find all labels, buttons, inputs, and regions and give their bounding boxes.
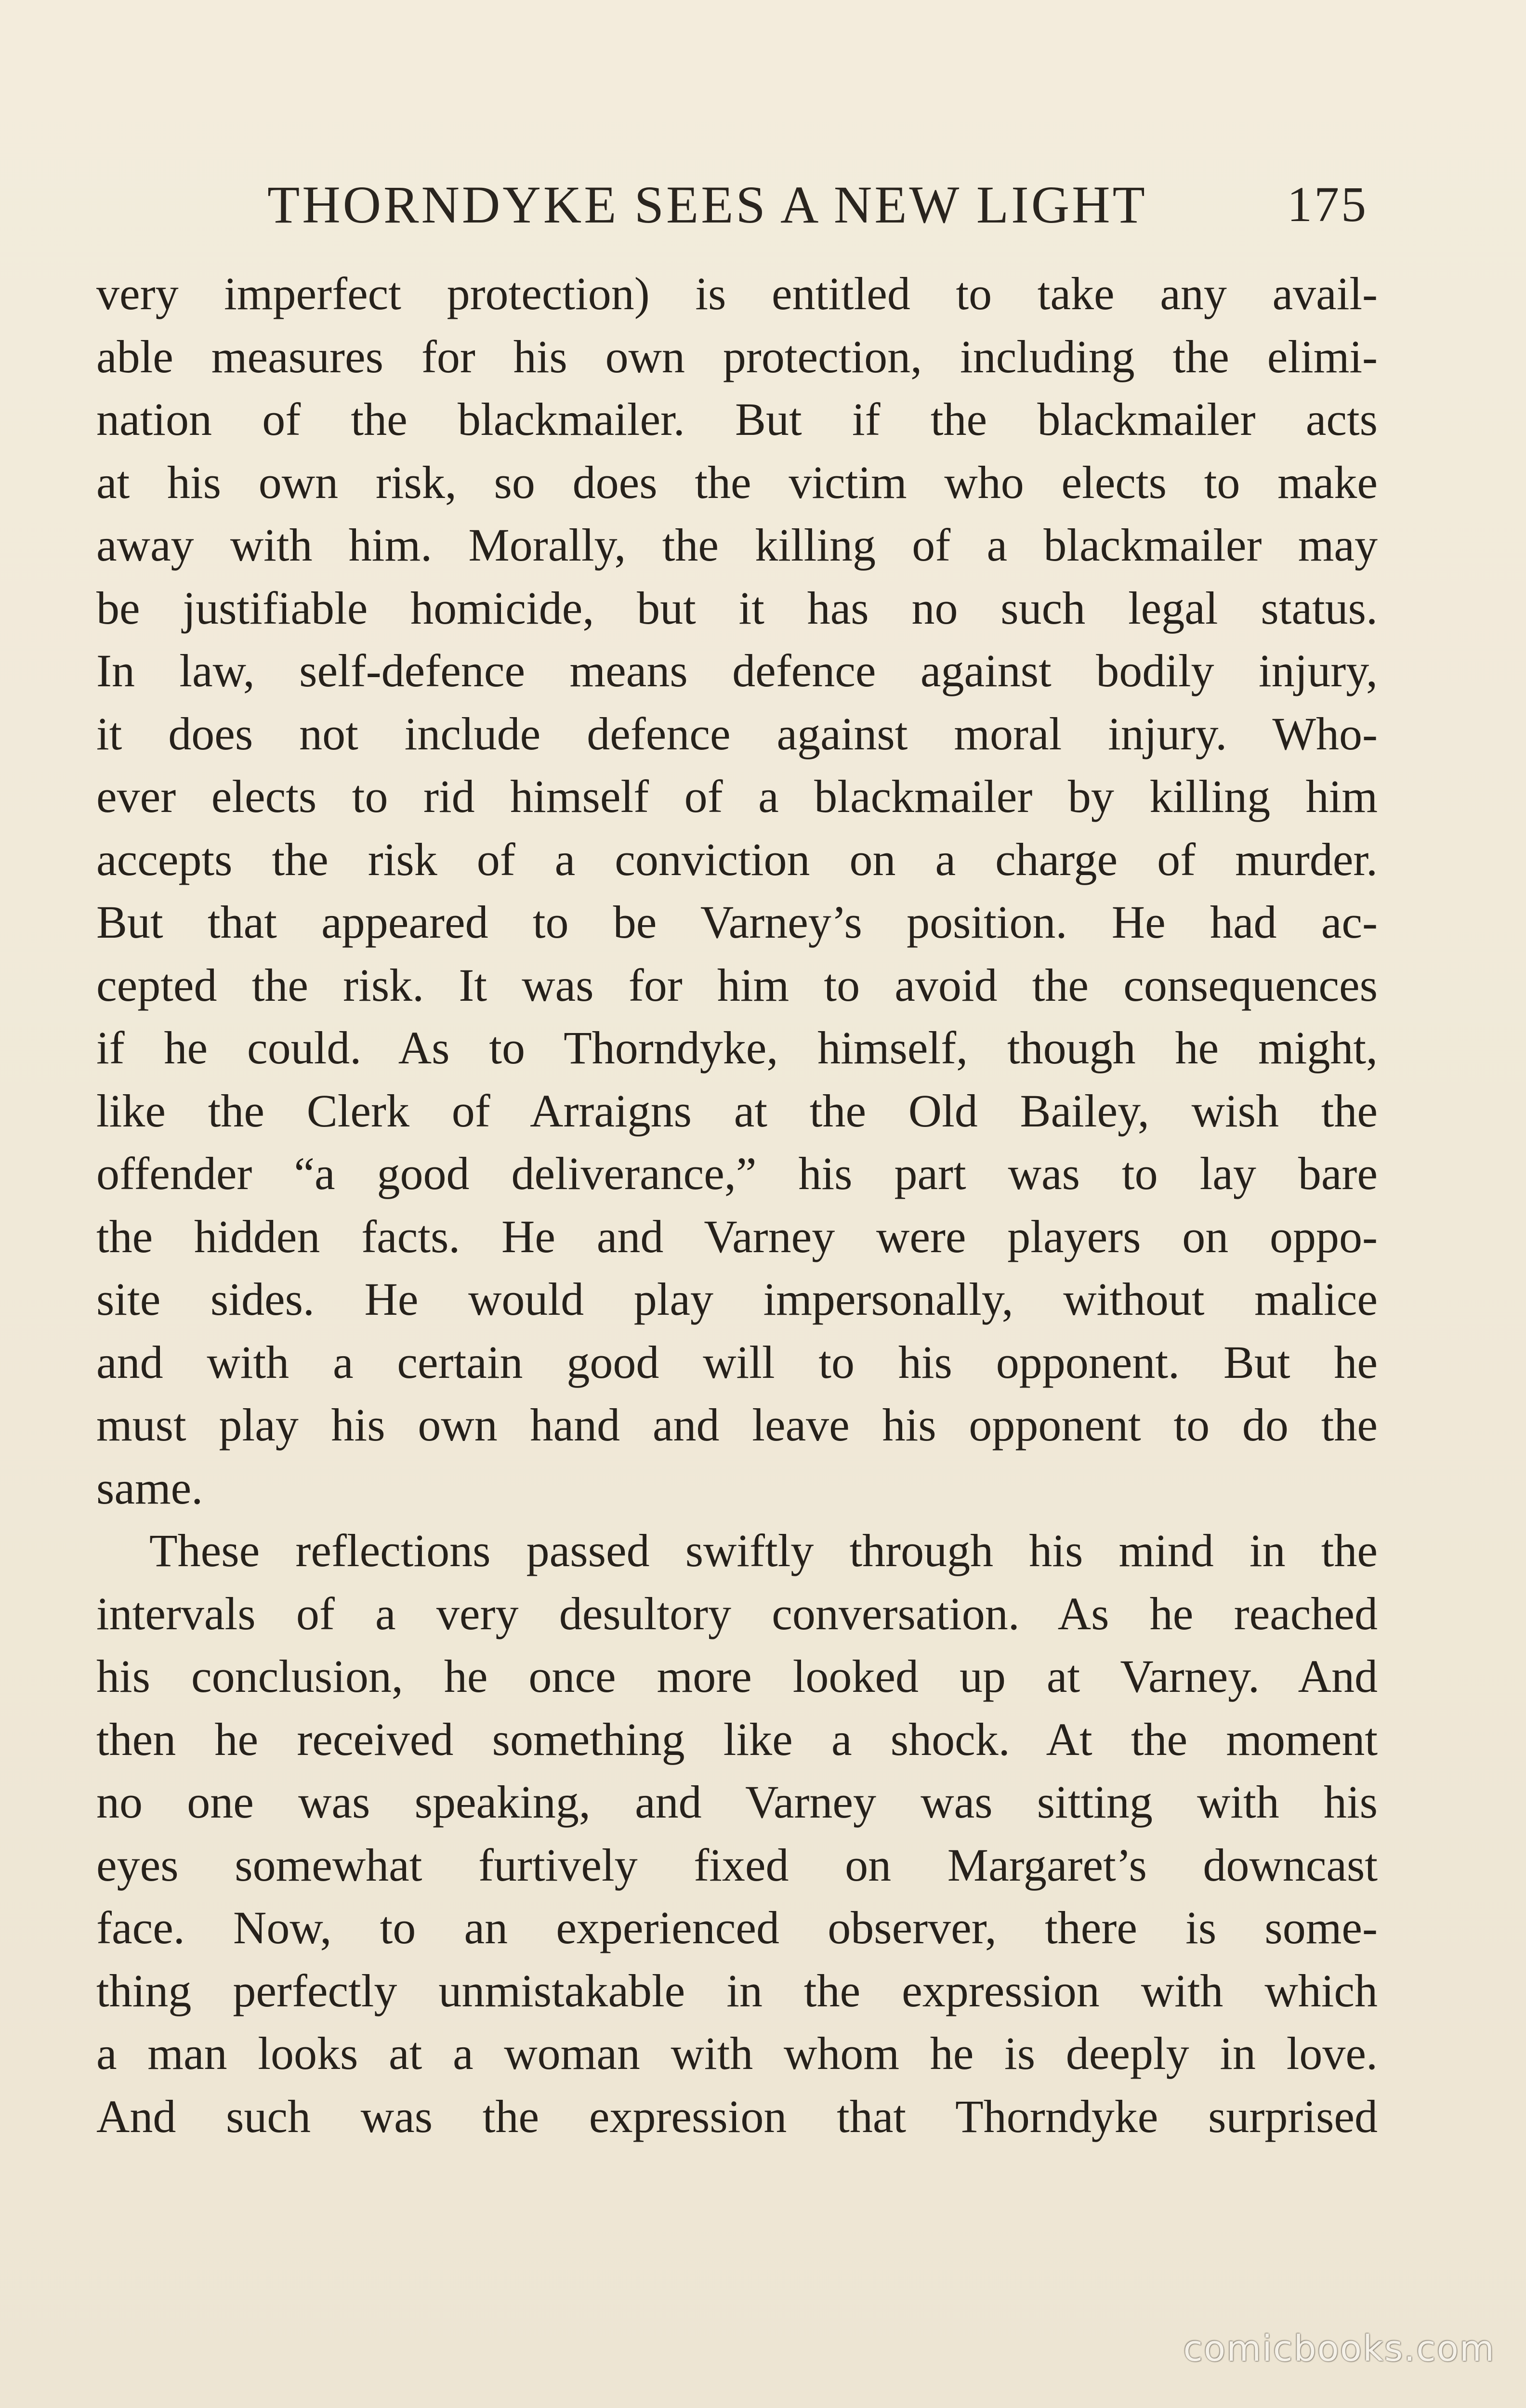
text-line: And such was the expression that Thorndyke surprised xyxy=(96,2090,1378,2142)
text-line: But that appeared to be Varney’s position. He had ac- xyxy=(96,896,1378,948)
text-line: no one was speaking, and Varney was sitting with his xyxy=(96,1776,1378,1828)
text-line: same. xyxy=(96,1462,203,1514)
text-line: ever elects to rid himself of a blackmailer by killing him xyxy=(96,771,1378,822)
text-line: offender “a good deliverance,” his part was to lay bare xyxy=(96,1148,1378,1199)
running-title: THORNDYKE SEES A NEW LIGHT xyxy=(267,175,1147,234)
paragraph-1 xyxy=(96,262,1378,1519)
text-line: if he could. As to Thorndyke, himself, though he might, xyxy=(96,1022,1378,1073)
text-line: away with him. Morally, the killing of a blackmailer may xyxy=(96,519,1378,571)
text-line: nation of the blackmailer. But if the blackmailer acts xyxy=(96,393,1378,445)
text-line: a man looks at a woman with whom he is deeply in love. xyxy=(96,2028,1378,2079)
text-line: must play his own hand and leave his opponent to do the xyxy=(96,1399,1378,1451)
text-line: be justifiable homicide, but it has no such legal status. xyxy=(96,582,1378,634)
text-line: cepted the risk. It was for him to avoid the consequences xyxy=(96,959,1378,1011)
page-number: 175 xyxy=(1287,177,1368,232)
text-line: accepts the risk of a conviction on a charge of murder. xyxy=(96,833,1378,885)
text-line: face. Now, to an experienced observer, there is some- xyxy=(96,1902,1378,1953)
body-text xyxy=(96,262,1378,2148)
text-line: and with a certain good will to his opponent. But he xyxy=(96,1336,1378,1388)
running-head xyxy=(96,169,1373,241)
text-line: very imperfect protection) is entitled to take any avail- xyxy=(96,268,1378,319)
text-line: thing perfectly unmistakable in the expression with which xyxy=(96,1964,1378,2016)
text-line: These reflections passed swiftly through his mind in the xyxy=(149,1525,1378,1576)
paragraph-2 xyxy=(96,1519,1378,2148)
text-line: intervals of a very desultory conversation. As he reached xyxy=(96,1587,1378,1639)
text-line: his conclusion, he once more looked up at Varney. And xyxy=(96,1650,1378,1702)
watermark: comicbooks.com xyxy=(1183,2328,1495,2369)
text-line: able measures for his own protection, including the elimi- xyxy=(96,330,1378,382)
text-line: In law, self-defence means defence against bodily injury, xyxy=(96,645,1378,696)
text-line: eyes somewhat furtively fixed on Margaret’s downcast xyxy=(96,1839,1378,1891)
text-line: site sides. He would play impersonally, without malice xyxy=(96,1273,1378,1325)
text-line: like the Clerk of Arraigns at the Old Bailey, wish the xyxy=(96,1085,1378,1137)
text-line: the hidden facts. He and Varney were players on oppo- xyxy=(96,1210,1378,1262)
text-line: it does not include defence against moral injury. Who- xyxy=(96,707,1378,759)
text-line: then he received something like a shock. At the moment xyxy=(96,1713,1378,1765)
text-line: at his own risk, so does the victim who elects to make xyxy=(96,456,1378,508)
